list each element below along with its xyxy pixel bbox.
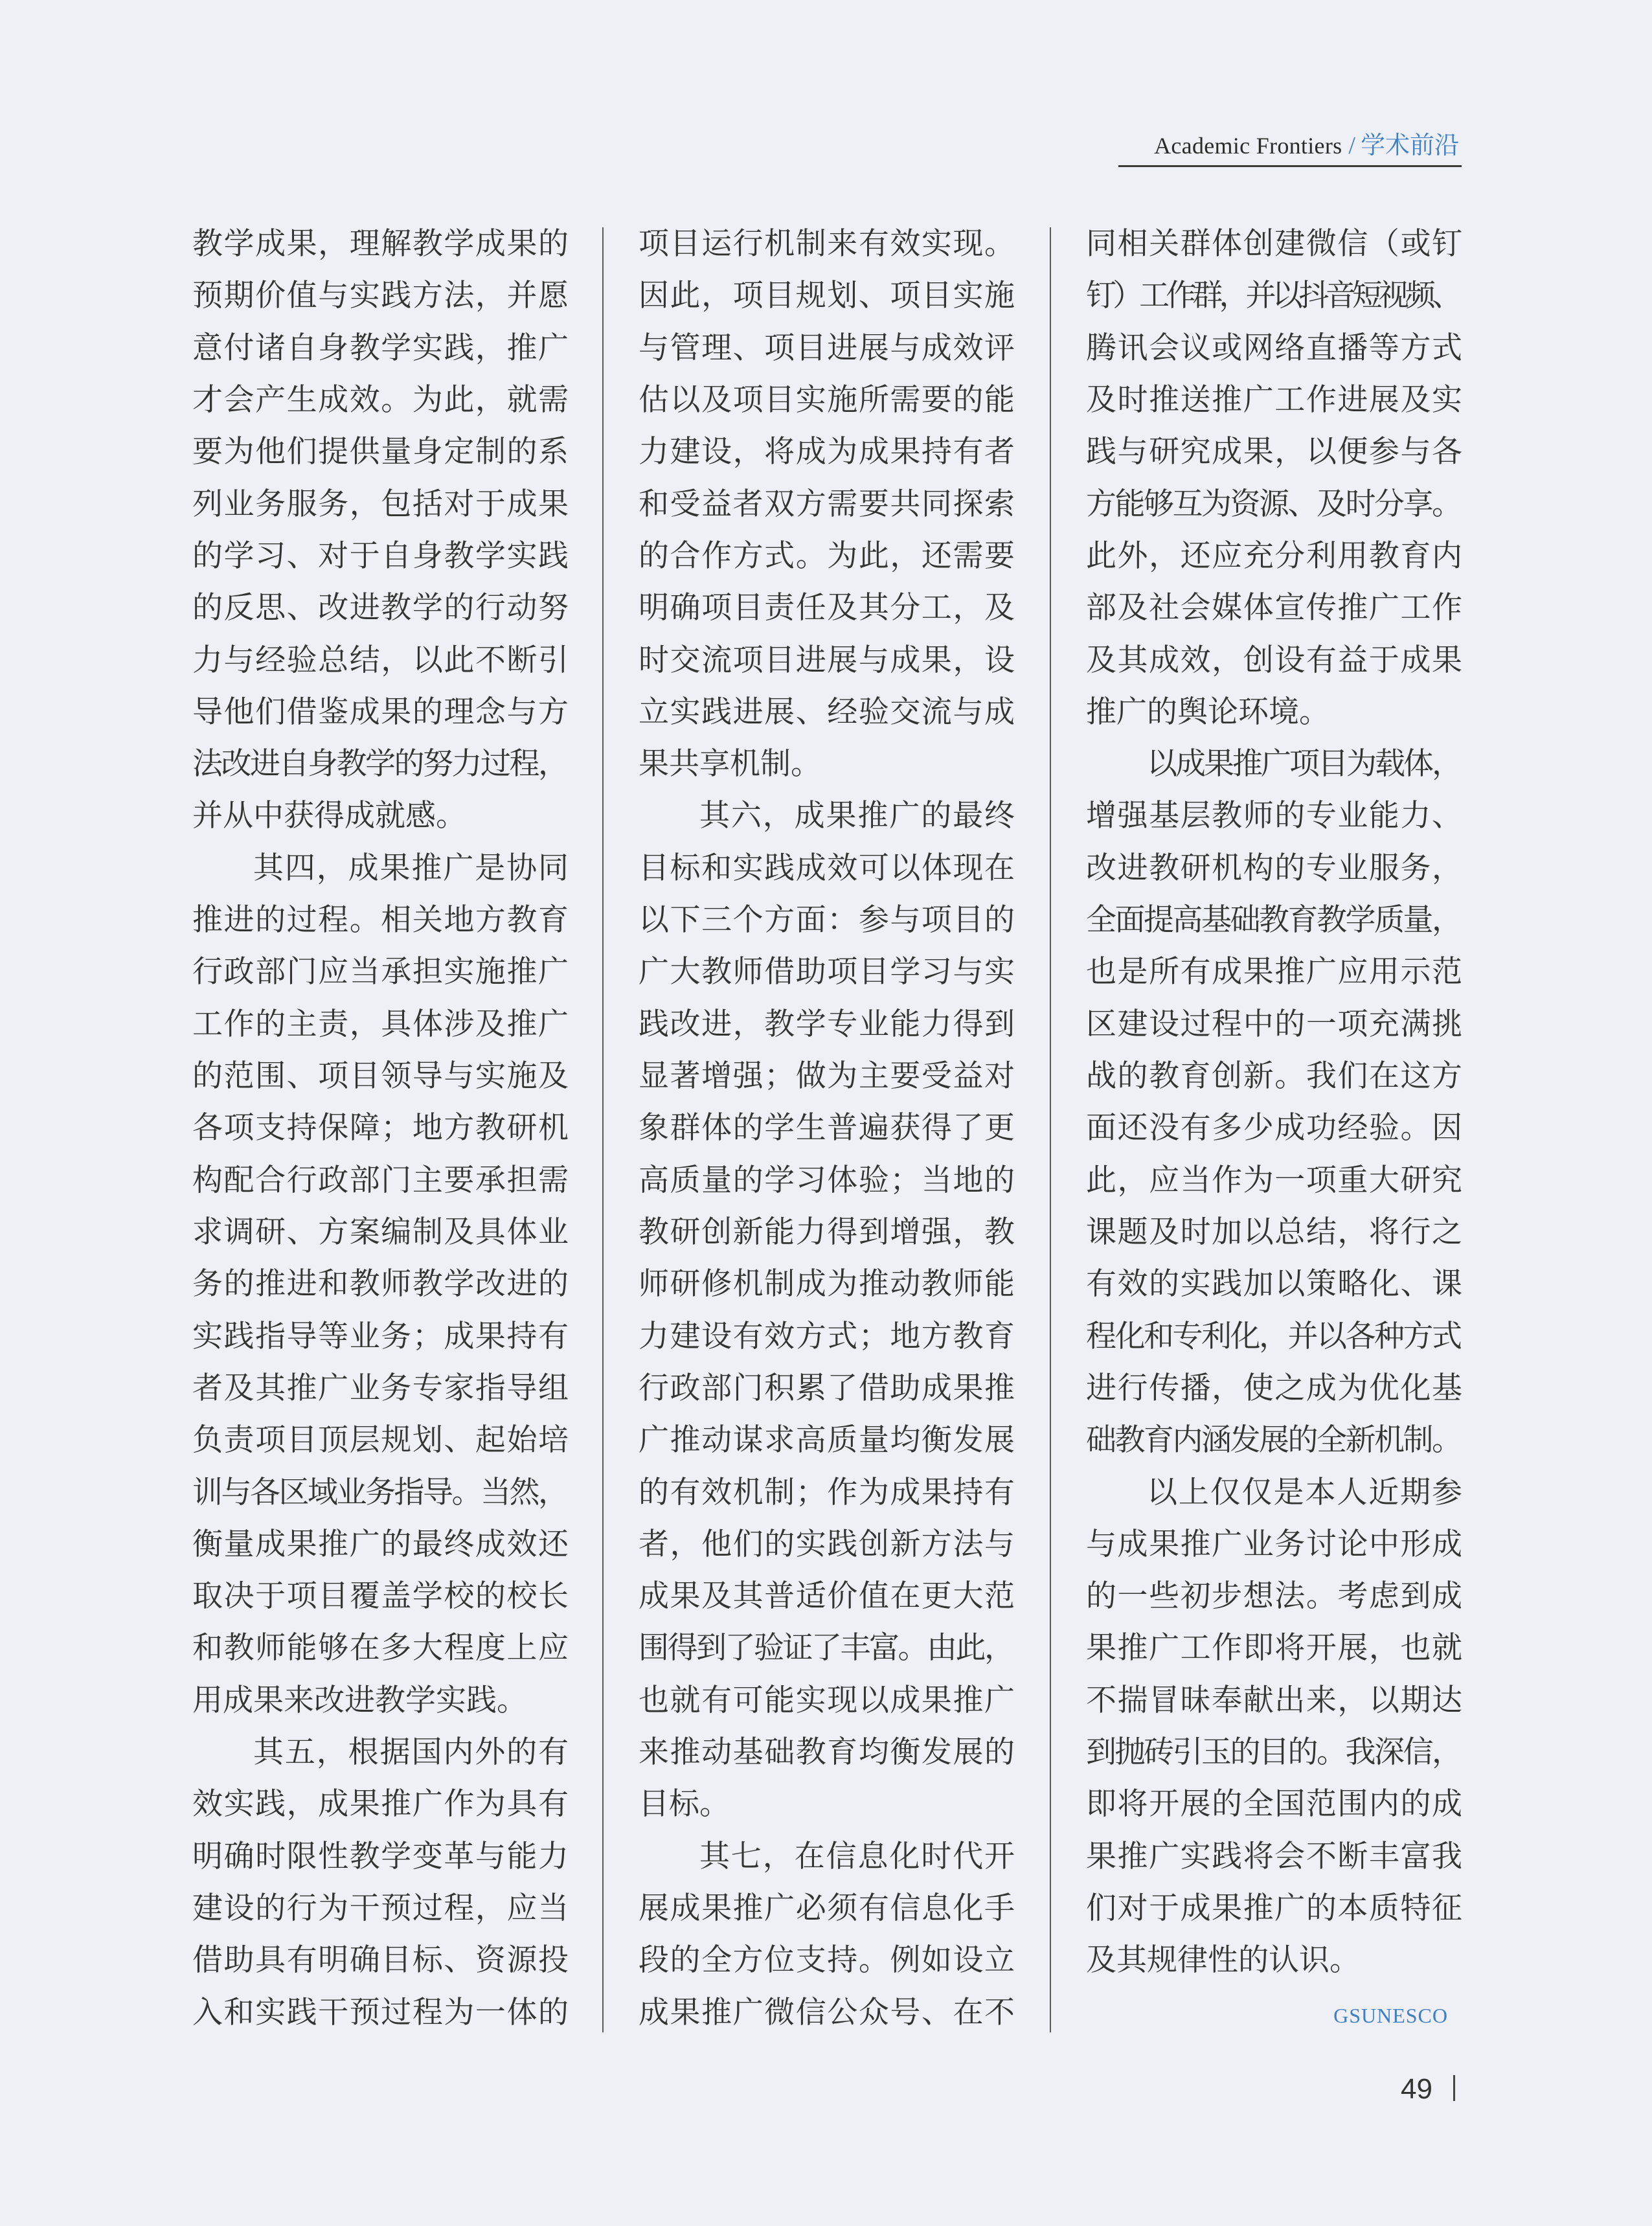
text-line: 践改进，教学专业能力得到 <box>639 1006 1016 1042</box>
text-line: 训与各区域业务指导。当然， <box>192 1474 567 1510</box>
text-line: 目标和实践成效可以体现在 <box>639 850 1016 886</box>
text-line: 的学习、对于自身教学实践 <box>192 538 570 574</box>
text-line: 力建设，将成为成果持有者 <box>639 434 1016 470</box>
text-column-1 <box>192 218 569 2039</box>
paragraph <box>1086 1467 1462 1987</box>
page-number: 49 <box>1401 2073 1432 2105</box>
text-line: 也就有可能实现以成果推广 <box>639 1682 1016 1718</box>
text-line: 入和实践干预过程为一体的 <box>192 1994 570 2030</box>
text-line: 的合作方式。为此，还需要 <box>639 538 1016 574</box>
paragraph <box>639 1831 1015 2039</box>
text-line: 践与研究成果，以便参与各 <box>1086 434 1464 470</box>
text-line: 的反思、改进教学的行动努 <box>192 590 570 626</box>
text-column-2 <box>639 218 1015 2039</box>
text-line: 教学成果，理解教学成果的 <box>192 226 570 262</box>
text-line: 显著增强；做为主要受益对 <box>639 1058 1016 1094</box>
text-line: 要为他们提供量身定制的系 <box>192 434 570 470</box>
text-line: 取决于项目覆盖学校的校长 <box>192 1578 570 1615</box>
text-line: 的一些初步想法。考虑到成 <box>1086 1578 1464 1615</box>
text-line: 区建设过程中的一项充满挑 <box>1086 1006 1464 1042</box>
text-line: 负责项目顶层规划、起始培 <box>192 1422 570 1459</box>
text-line: 教研创新能力得到增强，教 <box>639 1214 1016 1250</box>
text-line: 面还没有多少成功经验。因 <box>1086 1110 1464 1146</box>
text-line: 此外，还应充分利用教育内 <box>1086 538 1464 574</box>
text-line: 成果推广微信公众号、在不 <box>639 1994 1016 2030</box>
paragraph <box>192 843 569 1727</box>
text-line: 者，他们的实践创新方法与 <box>639 1526 1016 1562</box>
text-line: 来推动基础教育均衡发展的 <box>639 1734 1016 1771</box>
text-line: 求调研、方案编制及具体业 <box>192 1214 570 1250</box>
text-line: 力与经验总结，以此不断引 <box>192 642 570 678</box>
text-line: 础教育内涵发展的全新机制。 <box>1086 1422 1461 1459</box>
text-line: 腾讯会议或网络直播等方式 <box>1086 330 1464 366</box>
text-line: 的有效机制；作为成果持有 <box>639 1474 1016 1510</box>
text-line: 展成果推广必须有信息化手 <box>639 1891 1016 1926</box>
text-line: 钉）工作群，并以抖音短视频、 <box>1086 278 1459 314</box>
text-line: 项目运行机制来有效实现。 <box>639 226 1016 262</box>
text-line: 其五，根据国内外的有 <box>253 1734 570 1771</box>
text-line: 建设的行为干预过程，应当 <box>192 1891 570 1926</box>
text-line: 及其成效，创设有益于成果 <box>1086 642 1464 678</box>
text-line: 目标。 <box>639 1786 730 1823</box>
text-line: 与成果推广业务讨论中形成 <box>1086 1526 1464 1562</box>
text-line: 才会产生成效。为此，就需 <box>192 381 570 418</box>
paragraph <box>639 790 1015 1830</box>
text-line: 与管理、项目进展与成效评 <box>639 330 1016 366</box>
text-line: 即将开展的全国范围内的成 <box>1086 1786 1464 1823</box>
text-line: 以下三个方面：参与项目的 <box>639 902 1016 938</box>
text-line: 意付诸自身教学实践，推广 <box>192 330 570 366</box>
author-signature: GSUNESCO <box>1333 2004 1448 2027</box>
paragraph <box>192 218 569 843</box>
text-line: 部及社会媒体宣传推广工作 <box>1086 590 1464 626</box>
text-line: 和教师能够在多大程度上应 <box>192 1630 570 1666</box>
page-number-bar <box>1453 2075 1455 2101</box>
text-line: 及时推送推广工作进展及实 <box>1086 381 1464 418</box>
text-line: 全面提高基础教育教学质量， <box>1086 902 1461 938</box>
text-line: 工作的主责，具体涉及推广 <box>192 1006 570 1042</box>
text-line: 的范围、项目领导与实施及 <box>192 1058 570 1094</box>
text-line: 并从中获得成就感。 <box>192 798 466 834</box>
text-line: 和受益者双方需要共同探索 <box>639 486 1016 522</box>
text-column-3 <box>1086 218 1462 1987</box>
text-line: 增强基层教师的专业能力、 <box>1086 798 1464 834</box>
text-line: 战的教育创新。我们在这方 <box>1086 1058 1464 1094</box>
text-line: 同相关群体创建微信（或钉 <box>1086 226 1464 262</box>
text-line: 因此，项目规划、项目实施 <box>639 278 1016 314</box>
paragraph <box>639 218 1015 790</box>
text-line: 其七，在信息化时代开 <box>699 1838 1016 1874</box>
text-line: 估以及项目实施所需要的能 <box>639 381 1016 418</box>
text-line: 预期价值与实践方法，并愿 <box>192 278 570 314</box>
text-line: 者及其推广业务专家指导组 <box>192 1370 570 1406</box>
column-divider <box>1050 227 1051 2032</box>
text-line: 果推广实践将会不断丰富我 <box>1086 1838 1464 1874</box>
journal-section-separator: / <box>1348 132 1355 159</box>
journal-section-en: Academic Frontiers <box>1154 133 1342 159</box>
text-line: 法改进自身教学的努力过程， <box>192 746 567 782</box>
text-line: 列业务服务，包括对于成果 <box>192 486 570 522</box>
text-line: 各项支持保障；地方教研机 <box>192 1110 570 1146</box>
text-line: 们对于成果推广的本质特征 <box>1086 1891 1464 1926</box>
text-line: 及其规律性的认识。 <box>1086 1942 1360 1979</box>
text-line: 行政部门积累了借助成果推 <box>639 1370 1016 1406</box>
text-line: 推进的过程。相关地方教育 <box>192 902 570 938</box>
text-line: 构配合行政部门主要承担需 <box>192 1162 570 1198</box>
running-head-rule <box>1118 165 1462 167</box>
text-line: 方能够互为资源、及时分享。 <box>1086 486 1461 522</box>
text-line: 师研修机制成为推动教师能 <box>639 1266 1016 1302</box>
text-line: 借助具有明确目标、资源投 <box>192 1942 570 1979</box>
text-line: 改进教研机构的专业服务， <box>1086 850 1464 886</box>
text-line: 行政部门应当承担实施推广 <box>192 954 570 990</box>
text-line: 以上仅仅是本人近期参 <box>1147 1474 1464 1510</box>
text-line: 立实践进展、经验交流与成 <box>639 694 1016 730</box>
text-line: 进行传播，使之成为优化基 <box>1086 1370 1464 1406</box>
running-head <box>1154 128 1459 162</box>
text-line: 衡量成果推广的最终成效还 <box>192 1526 570 1562</box>
text-line: 明确时限性教学变革与能力 <box>192 1838 570 1874</box>
text-line: 时交流项目进展与成果，设 <box>639 642 1016 678</box>
text-line: 效实践，成果推广作为具有 <box>192 1786 570 1823</box>
text-line: 推广的舆论环境。 <box>1086 694 1330 730</box>
journal-section-zh: 学术前沿 <box>1360 131 1459 159</box>
text-line: 象群体的学生普遍获得了更 <box>639 1110 1016 1146</box>
text-line: 广推动谋求高质量均衡发展 <box>639 1422 1016 1459</box>
paragraph <box>1086 218 1462 738</box>
text-line: 以成果推广项目为载体， <box>1147 746 1460 782</box>
text-line: 其六，成果推广的最终 <box>699 798 1016 834</box>
text-line: 也是所有成果推广应用示范 <box>1086 954 1464 990</box>
text-line: 广大教师借助项目学习与实 <box>639 954 1016 990</box>
text-line: 程化和专利化，并以各种方式 <box>1086 1318 1461 1354</box>
text-line: 明确项目责任及其分工，及 <box>639 590 1016 626</box>
text-line: 课题及时加以总结，将行之 <box>1086 1214 1464 1250</box>
text-line: 到抛砖引玉的目的。我深信， <box>1086 1734 1461 1771</box>
text-line: 高质量的学习体验；当地的 <box>639 1162 1016 1198</box>
text-line: 力建设有效方式；地方教育 <box>639 1318 1016 1354</box>
column-divider <box>602 227 604 2032</box>
text-line: 果推广工作即将开展，也就 <box>1086 1630 1464 1666</box>
text-line: 果共享机制。 <box>639 746 821 782</box>
text-line: 此，应当作为一项重大研究 <box>1086 1162 1464 1198</box>
text-line: 不揣冒昧奉献出来，以期达 <box>1086 1682 1464 1718</box>
text-line: 有效的实践加以策略化、课 <box>1086 1266 1464 1302</box>
text-line: 实践指导等业务；成果持有 <box>192 1318 570 1354</box>
text-line: 围得到了验证了丰富。由此， <box>639 1630 1013 1666</box>
text-line: 成果及其普适价值在更大范 <box>639 1578 1016 1615</box>
paragraph <box>1086 738 1462 1466</box>
text-line: 用成果来改进教学实践。 <box>192 1682 527 1718</box>
text-line: 段的全方位支持。例如设立 <box>639 1942 1016 1979</box>
paragraph <box>192 1727 569 2039</box>
text-line: 其四，成果推广是协同 <box>253 850 570 886</box>
text-line: 务的推进和教师教学改进的 <box>192 1266 570 1302</box>
text-line: 导他们借鉴成果的理念与方 <box>192 694 570 730</box>
